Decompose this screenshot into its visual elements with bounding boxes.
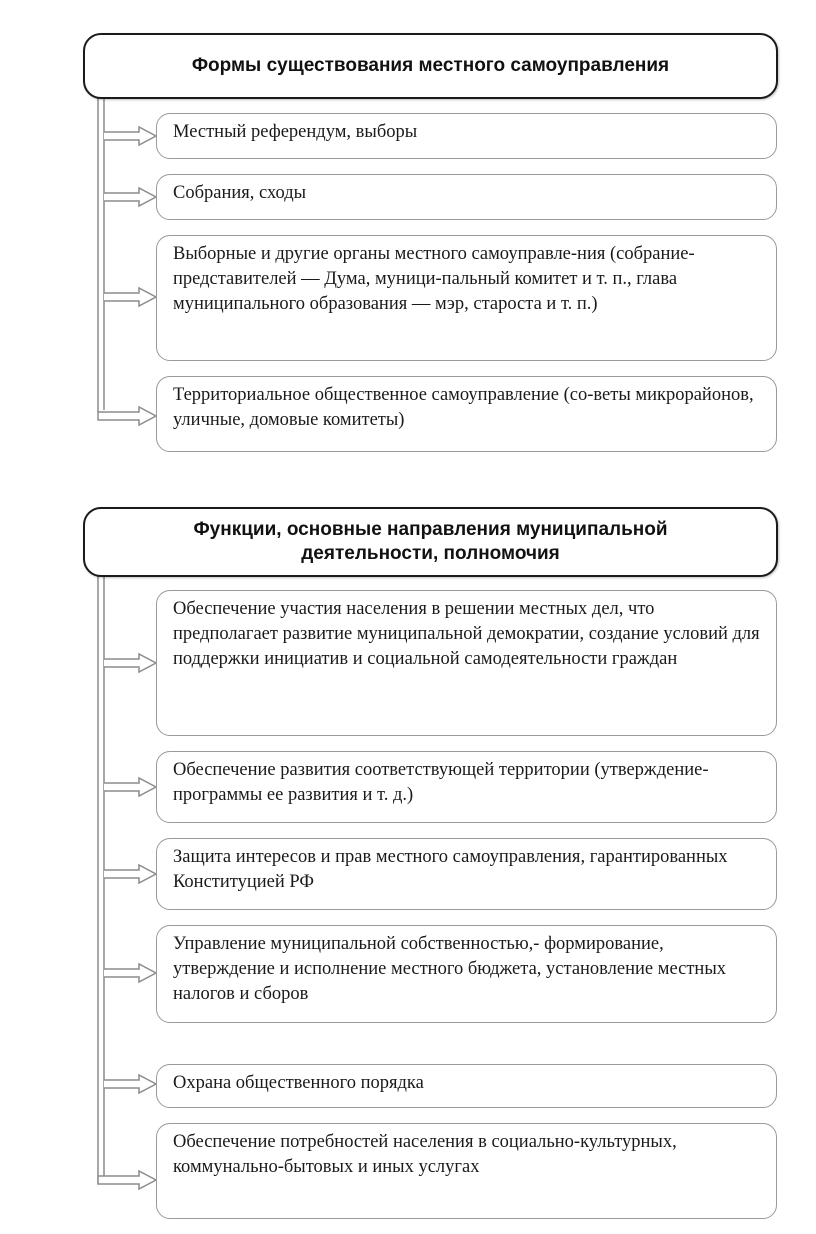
forms-item-territorial-self-government — [156, 376, 777, 452]
forms-item-text: Собрания, сходы — [173, 183, 307, 203]
arrow-icon — [98, 407, 156, 425]
forms-item-text: Территориальное общественное самоуправление (со-веты микрорайонов, уличные, домовые комитеты) — [173, 385, 754, 430]
arrow-icon — [104, 1075, 156, 1093]
functions-item-participation — [156, 590, 777, 736]
functions-item-text: Обеспечение развития соответствующей территории (утверждение- программы ее развития и т. д.) — [173, 760, 709, 805]
functions-item-text: Обеспечение участия населения в решении местных дел, что предполагает развитие муниципальной демократии, создание условий для поддержки инициатив и социальной самодеятельности граждан — [173, 599, 760, 669]
arrow-icon — [104, 188, 156, 206]
functions-item-property-budget — [156, 925, 777, 1023]
arrow-icon — [104, 127, 156, 145]
arrow-icon — [98, 1171, 156, 1189]
functions-item-text: Управление муниципальной собственностью,- формирование, утверждение и исполнение местного бюджета, установление местных налогов и сборов — [173, 934, 727, 1004]
functions-item-population-needs — [156, 1123, 777, 1219]
functions-item-territory-development — [156, 751, 777, 823]
functions-item-public-order — [156, 1064, 777, 1108]
functions-item-text: Охрана общественного порядка — [173, 1073, 424, 1093]
functions-item-rights-protection — [156, 838, 777, 910]
arrow-icon — [104, 288, 156, 306]
forms-item-meetings — [156, 174, 777, 220]
arrow-icon — [104, 865, 156, 883]
forms-item-text: Выборные и другие органы местного самоуправле-ния (собрание- представителей — Дума, муници-пальный комитет и т. п., глава муниципального образования — мэр, староста и т. п.) — [173, 244, 695, 314]
functions-item-text: Обеспечение потребностей населения в социально-культурных, коммунально-бытовых и иных услугах — [173, 1132, 677, 1177]
arrow-icon — [104, 964, 156, 982]
functions-item-text: Защита интересов и прав местного самоуправления, гарантированных Конституцией РФ — [173, 847, 728, 892]
functions-section-title: Функции, основные направления муниципальной деятельности, полномочия — [83, 507, 778, 577]
forms-item-referendum — [156, 113, 777, 159]
forms-section-title: Формы существования местного самоуправления — [83, 33, 778, 99]
forms-item-elected-bodies — [156, 235, 777, 361]
forms-item-text: Местный референдум, выборы — [173, 122, 418, 142]
arrow-icon — [104, 778, 156, 796]
arrow-icon — [104, 654, 156, 672]
